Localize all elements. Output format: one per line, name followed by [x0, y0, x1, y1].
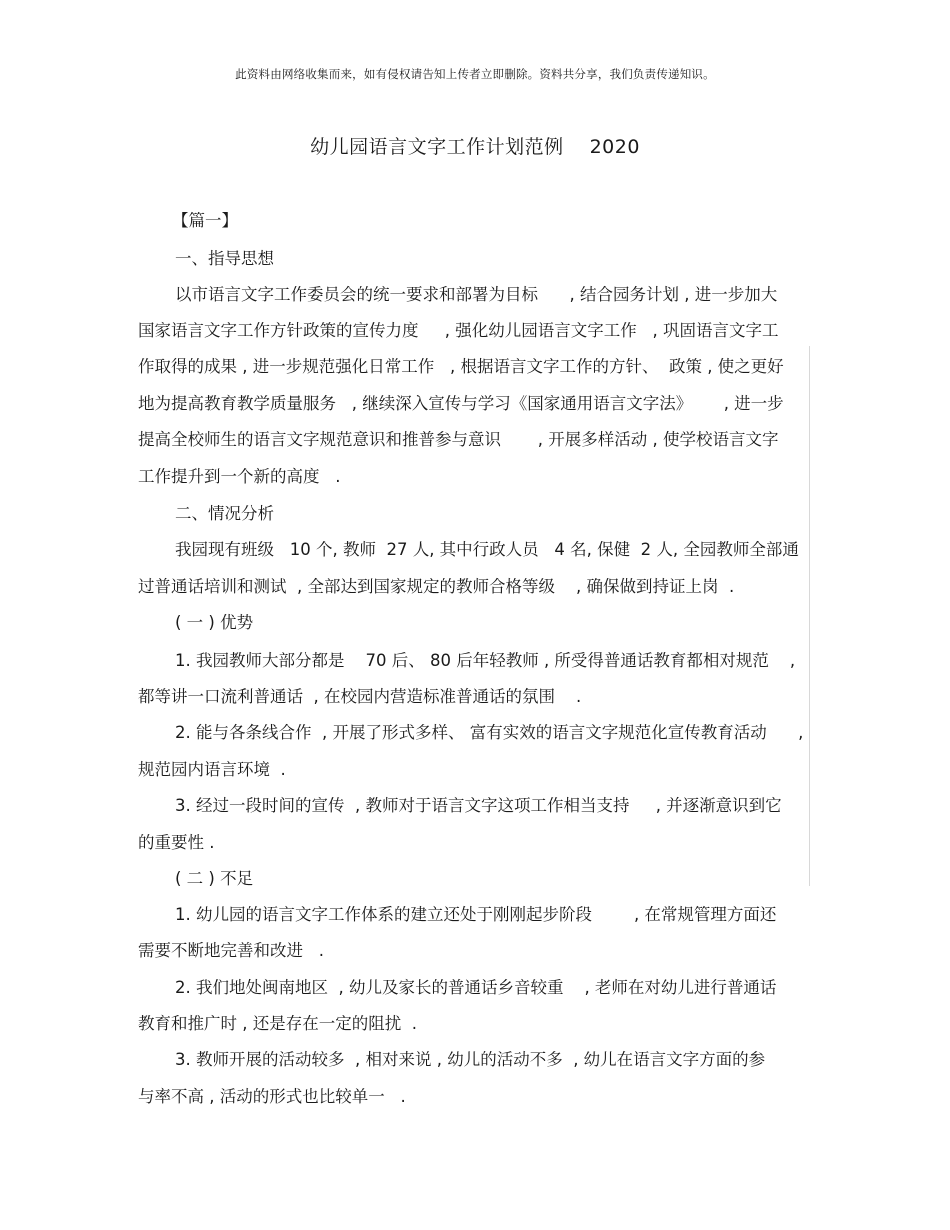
- paragraph-line: 规范园内语言环境 .: [138, 760, 286, 779]
- paragraph-line: 2. 能与各条线合作 , 开展了形式多样、 富有实效的语言文字规范化宣传教育活动 ,: [175, 723, 804, 742]
- paragraph-line: 1. 我园教师大部分都是 70 后、 80 后年轻教师 , 所受得普通话教育都相对规范 ,: [175, 651, 796, 670]
- paragraph-line: 1. 幼儿园的语言文字工作体系的建立还处于刚刚起步阶段 , 在常规管理方面还: [175, 905, 777, 924]
- paragraph-line: 2. 我们地处闽南地区 , 幼儿及家长的普通话乡音较重 , 老师在对幼儿进行普通话: [175, 978, 777, 997]
- paragraph-line: 需要不断地完善和改进 .: [138, 941, 324, 960]
- section-heading: 【篇一】: [172, 211, 238, 230]
- paragraph-line: 教育和推广时 , 还是存在一定的阻扰 .: [138, 1014, 417, 1033]
- subheading: 一、指导思想: [175, 249, 274, 268]
- paragraph-line: 都等讲一口流利普通话 , 在校园内营造标准普通话的氛围 .: [138, 687, 582, 706]
- paragraph-line: 3. 经过一段时间的宣传 , 教师对于语言文字这项工作相当支持 , 并逐渐意识到它: [175, 796, 782, 815]
- copyright-notice: 此资料由网络收集而来，如有侵权请告知上传者立即删除。资料共分享，我们负责传递知识。: [235, 67, 715, 81]
- paragraph-line: 提高全校师生的语言文字规范意识和推普参与意识 , 开展多样活动 , 使学校语言文字: [138, 430, 779, 449]
- subheading: ( 一 ) 优势: [175, 613, 254, 632]
- paragraph-line: 的重要性 .: [138, 833, 215, 852]
- paragraph-line: 与率不高 , 活动的形式也比较单一 .: [138, 1087, 406, 1106]
- title-year: 2020: [589, 136, 640, 158]
- paragraph-line: 地为提高教育教学质量服务 , 继续深入宣传与学习《国家通用语言文字法》 , 进一步: [138, 394, 784, 413]
- title-text: 幼儿园语言文字工作计划范例: [310, 136, 564, 158]
- document-title: [0, 132, 950, 159]
- paragraph-line: 国家语言文字工作方针政策的宣传力度 , 强化幼儿园语言文字工作 , 巩固语言文字工: [138, 321, 779, 340]
- paragraph-line: 作取得的成果 , 进一步规范强化日常工作 , 根据语言文字工作的方针、 政策 , 使之更好: [138, 357, 784, 376]
- paragraph-line: 过普通话培训和测试 , 全部达到国家规定的教师合格等级 , 确保做到持证上岗 .: [138, 577, 735, 596]
- paragraph-line: 我园现有班级 10 个, 教师 27 人, 其中行政人员 4 名, 保健 2 人, 全园教师全部通: [175, 540, 799, 559]
- margin-rule: [809, 346, 810, 886]
- paragraph-line: 3. 教师开展的活动较多 , 相对来说 , 幼儿的活动不多 , 幼儿在语言文字方面的参: [175, 1050, 766, 1069]
- subheading: 二、情况分析: [175, 504, 274, 523]
- paragraph-line: 工作提升到一个新的高度 .: [138, 467, 341, 486]
- subheading: ( 二 ) 不足: [175, 869, 254, 888]
- paragraph-line: 以市语言文字工作委员会的统一要求和部署为目标 , 结合园务计划 , 进一步加大: [175, 285, 778, 304]
